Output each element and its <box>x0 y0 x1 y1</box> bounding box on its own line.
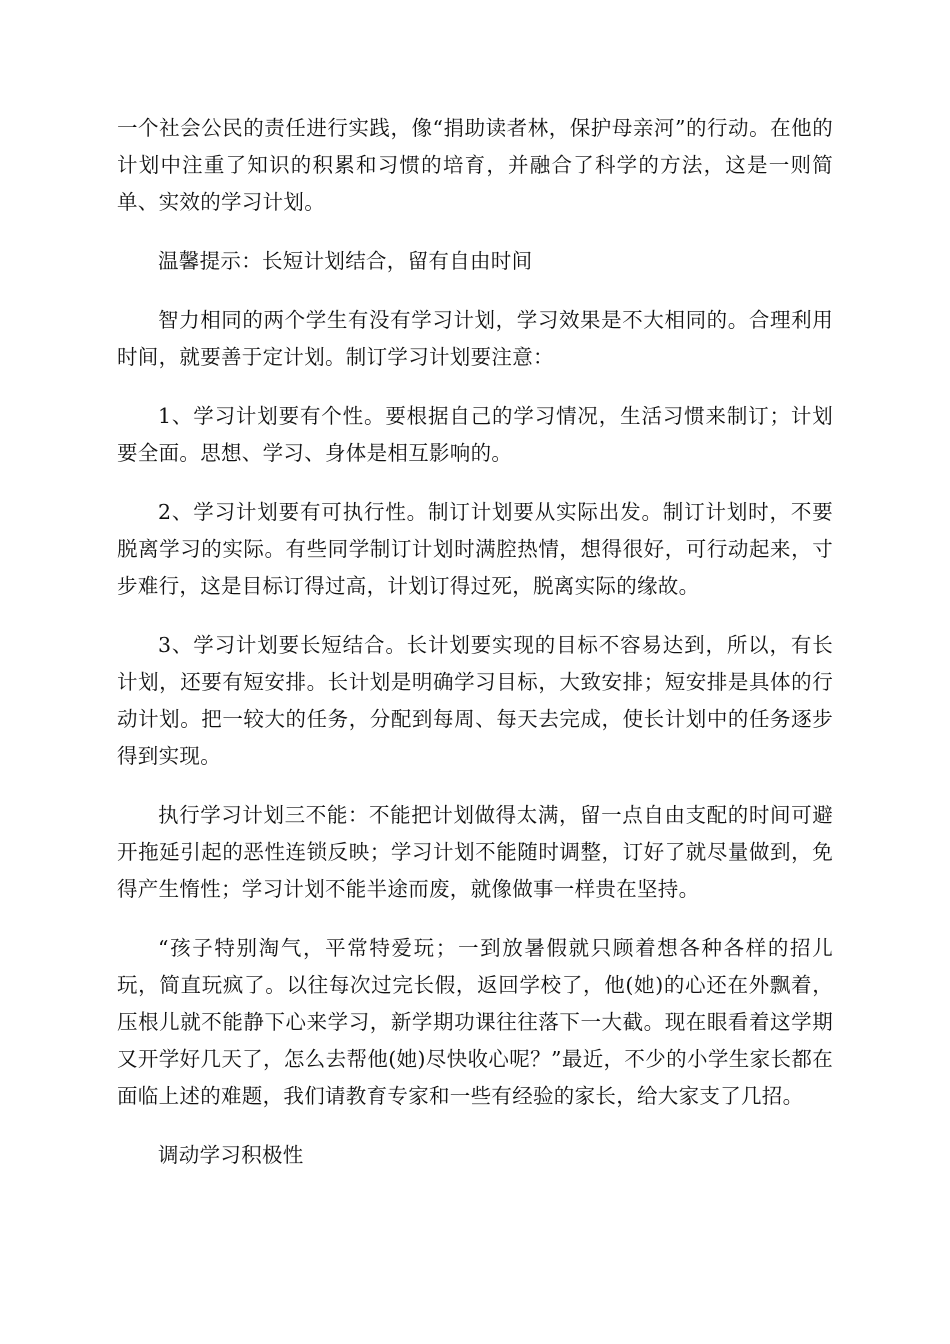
paragraph: 执行学习计划三不能：不能把计划做得太满，留一点自由支配的时间可避开拖延引起的恶性连锁反映；学习计划不能随时调整，订好了就尽量做到，免得产生惰性；学习计划不能半途而废，就像做事一样贵在坚持。 <box>117 803 833 901</box>
section-heading-tip: 温馨提示：长短计划结合，留有自由时间 <box>158 249 533 273</box>
paragraph: 智力相同的两个学生有没有学习计划，学习效果是不大相同的。合理利用时间，就要善于定计划。制订学习计划要注意： <box>117 308 833 369</box>
list-item: 2、学习计划要有可执行性。制订计划要从实际出发。制订计划时，不要脱离学习的实际。有些同学制订计划时满腔热情，想得很好，可行动起来，寸步难行，这是目标订得过高，计划订得过死，脱离实际的缘故。 <box>117 500 833 598</box>
document-body <box>117 110 833 1196</box>
paragraph: 一个社会公民的责任进行实践，像“捐助读者林，保护母亲河”的行动。在他的计划中注重了知识的积累和习惯的培育，并融合了科学的方法，这是一则简单、实效的学习计划。 <box>117 116 833 214</box>
section-heading: 调动学习积极性 <box>158 1143 304 1167</box>
paragraph: “孩子特别淘气，平常特爱玩；一到放暑假就只顾着想各种各样的招儿玩，简直玩疯了。以往每次过完长假，返回学校了，他(她)的心还在外飘着，压根儿就不能静下心来学习，新学期功课往往落下一大截。现在眼看着这学期又开学好几天了，怎么去帮他(她)尽快收心呢？”最近，不少的小学生家长都在面临上述的难题，我们请教育专家和一些有经验的家长，给大家支了几招。 <box>117 936 833 1108</box>
list-item: 3、学习计划要长短结合。长计划要实现的目标不容易达到，所以，有长计划，还要有短安排。长计划是明确学习目标，大致安排；短安排是具体的行动计划。把一较大的任务，分配到每周、每天去完成，使长计划中的任务逐步得到实现。 <box>117 633 833 768</box>
list-item: 1、学习计划要有个性。要根据自己的学习情况，生活习惯来制订；计划要全面。思想、学习、身体是相互影响的。 <box>117 404 833 465</box>
